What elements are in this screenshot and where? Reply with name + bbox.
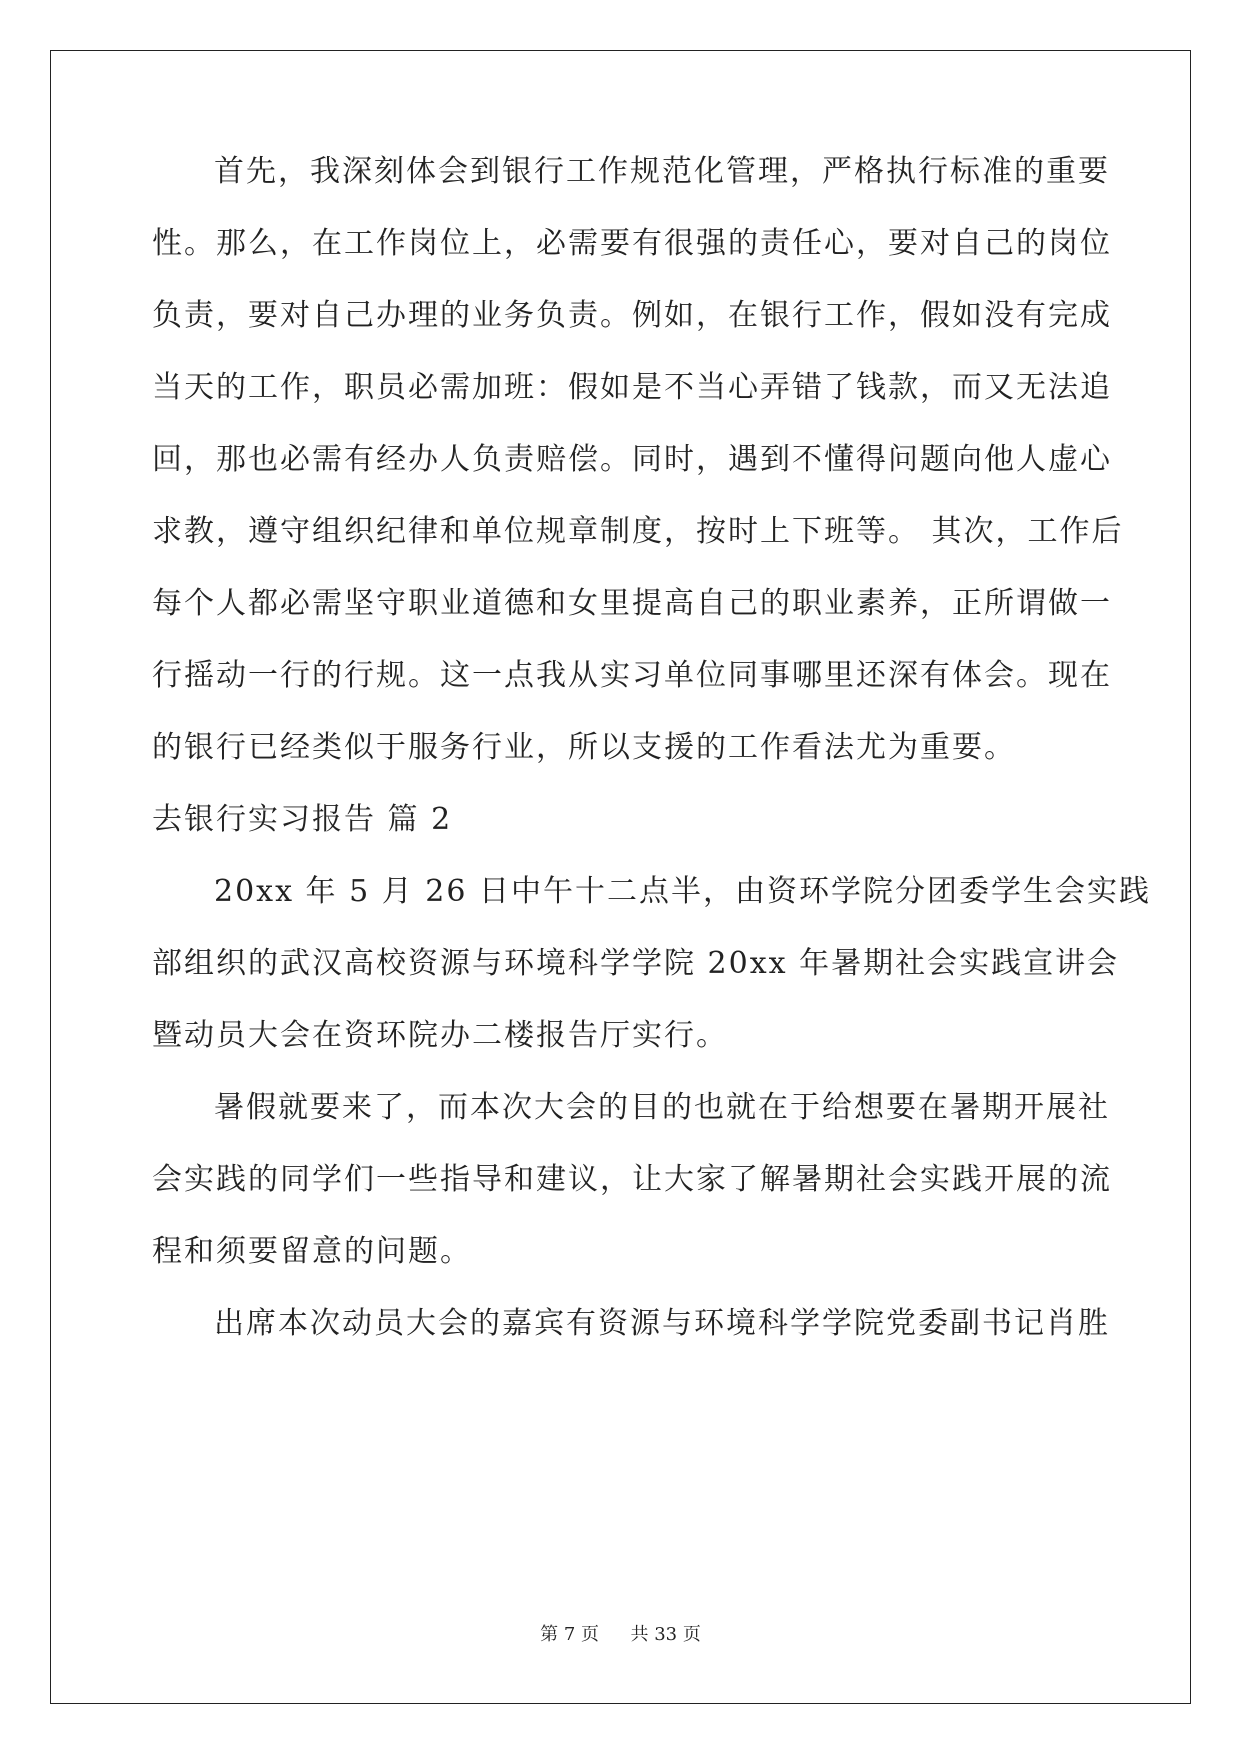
- paragraph-line: 的银行已经类似于服务行业，所以支援的工作看法尤为重要。: [152, 730, 1016, 765]
- paragraph-line: 会实践的同学们一些指导和建议，让大家了解暑期社会实践开展的流: [152, 1162, 1112, 1197]
- paragraph-line: 当天的工作，职员必需加班：假如是不当心弄错了钱款，而又无法追: [152, 370, 1112, 405]
- paragraph-line: 求教，遵守组织纪律和单位规章制度，按时上下班等。 其次，工作后: [152, 514, 1124, 549]
- paragraph-line: 部组织的武汉高校资源与环境科学学院 20xx 年暑期社会实践宣讲会: [152, 946, 1120, 981]
- page-number: 第 7 页: [540, 1624, 600, 1645]
- paragraph-line: 回，那也必需有经办人负责赔偿。同时，遇到不懂得问题向他人虚心: [152, 442, 1112, 477]
- paragraph-line: 首先，我深刻体会到银行工作规范化管理，严格执行标准的重要: [214, 154, 1110, 189]
- section-heading: 去银行实习报告 篇 2: [152, 802, 453, 837]
- paragraph-line: 20xx 年 5 月 26 日中午十二点半，由资环学院分团委学生会实践: [214, 874, 1151, 909]
- paragraph-line: 出席本次动员大会的嘉宾有资源与环境科学学院党委副书记肖胜: [214, 1306, 1110, 1341]
- total-pages: 共 33 页: [630, 1624, 701, 1645]
- paragraph-line: 性。那么，在工作岗位上，必需要有很强的责任心，要对自己的岗位: [152, 226, 1112, 261]
- paragraph-line: 暨动员大会在资环院办二楼报告厅实行。: [152, 1018, 728, 1053]
- paragraph-line: 行摇动一行的行规。这一点我从实习单位同事哪里还深有体会。现在: [152, 658, 1112, 693]
- paragraph-line: 暑假就要来了，而本次大会的目的也就在于给想要在暑期开展社: [214, 1090, 1110, 1125]
- paragraph-line: 每个人都必需坚守职业道德和女里提高自己的职业素养，正所谓做一: [152, 586, 1112, 621]
- paragraph-line: 程和须要留意的问题。: [152, 1234, 472, 1269]
- page-footer: [0, 1624, 1241, 1646]
- paragraph-line: 负责，要对自己办理的业务负责。例如，在银行工作，假如没有完成: [152, 298, 1112, 333]
